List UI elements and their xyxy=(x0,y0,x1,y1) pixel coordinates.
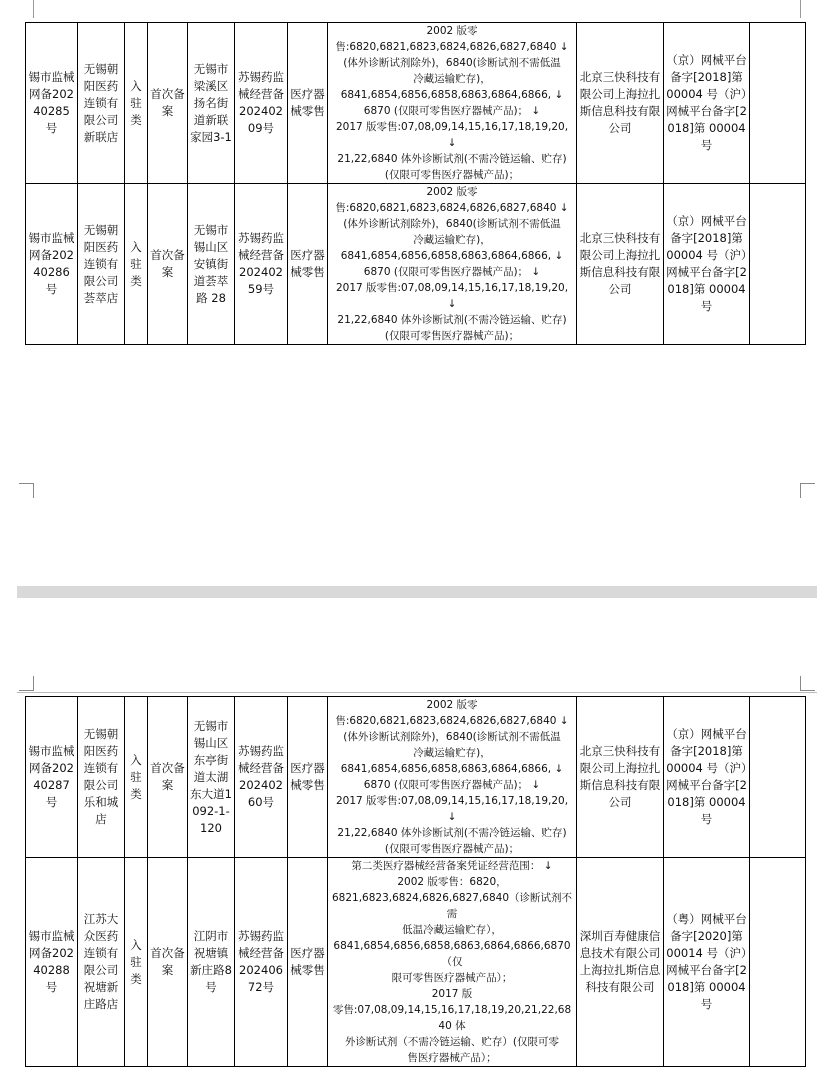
address: 无锡市锡山区安镇街道荟萃路 28 xyxy=(188,184,235,345)
company-name: 无锡朝阳医药连锁有限公司新联店 xyxy=(78,23,125,184)
platform-filing-number: （京）网械平台备字[2018]第 00004 号（沪）网械平台备字[2018]第 00004 号 xyxy=(664,697,750,858)
filing-type: 首次备案 xyxy=(148,23,188,184)
business-scope xyxy=(328,697,577,858)
scope-line: 第二类医疗器械经营备案凭证经营范围： ↓ xyxy=(351,860,553,872)
business-scope xyxy=(328,858,577,1067)
scope-line: 冷藏运输贮存)， xyxy=(413,747,491,759)
page-margin-line xyxy=(17,692,817,693)
record-table xyxy=(25,22,806,345)
scope-line: 限可零售医疗器械产品）； xyxy=(391,972,513,984)
scope-line: 2017 版 xyxy=(431,988,473,1000)
page-corner-mark xyxy=(33,0,34,18)
category: 入驻类 xyxy=(125,184,148,345)
license-number: 苏锡药监械经营备20240259号 xyxy=(235,184,288,345)
scope-line: 2017 版零售:07,08,09,14,15,16,17,18,19,20, ↓ xyxy=(335,795,569,823)
filing-number: 锡市监械网备20240285号 xyxy=(26,23,78,184)
scope-line: 6870 (仅限可零售医疗器械产品)； ↓ xyxy=(363,105,541,117)
filing-number: 锡市监械网备20240286号 xyxy=(26,184,78,345)
remarks xyxy=(750,858,806,1067)
record-table xyxy=(25,696,806,1067)
address: 无锡市锡山区东亭街道太湖东大道1092-1-120 xyxy=(188,697,235,858)
scope-line: 6841,6854,6856,6858,6863,6864,6866,6870（仅 xyxy=(333,940,571,968)
company-name: 无锡朝阳医药连锁有限公司荟萃店 xyxy=(78,184,125,345)
page-separator xyxy=(17,586,817,598)
page-corner-mark xyxy=(19,676,34,691)
scope-line: (仅限可零售医疗器械产品)； xyxy=(384,330,520,342)
scope-line: 2002 版零售：6820， xyxy=(397,876,507,888)
scope-line: 21,22,6840 体外诊断试剂(不需冷链运输、贮存) xyxy=(337,314,567,326)
platform-company: 深圳百寿健康信息技术有限公司上海拉扎斯信息科技有限公司 xyxy=(577,858,664,1067)
filing-number: 锡市监械网备20240288号 xyxy=(26,858,78,1067)
table-row xyxy=(26,697,806,858)
category: 入驻类 xyxy=(125,858,148,1067)
license-number: 苏锡药监械经营备20240260号 xyxy=(235,697,288,858)
address: 无锡市梁溪区扬名街道新联家园3-1 xyxy=(188,23,235,184)
scope-line: (仅限可零售医疗器械产品)； xyxy=(384,843,520,855)
scope-line: 2002 版零 xyxy=(426,699,478,711)
company-name: 无锡朝阳医药连锁有限公司乐和城店 xyxy=(78,697,125,858)
scope-line: 6870 (仅限可零售医疗器械产品)； ↓ xyxy=(363,266,541,278)
table-row xyxy=(26,858,806,1067)
scope-line: (仅限可零售医疗器械产品)； xyxy=(384,169,520,181)
company-name: 江苏大众医药连锁有限公司祝塘新庄路店 xyxy=(78,858,125,1067)
business-mode: 医疗器械零售 xyxy=(288,858,328,1067)
platform-company: 北京三快科技有限公司上海拉扎斯信息科技有限公司 xyxy=(577,23,664,184)
license-number: 苏锡药监械经营备20240672号 xyxy=(235,858,288,1067)
scope-line: 2002 版零 xyxy=(426,25,478,37)
business-mode: 医疗器械零售 xyxy=(288,184,328,345)
scope-line: 6821,6823,6824,6826,6827,6840（诊断试剂不需 xyxy=(331,892,573,920)
remarks xyxy=(750,697,806,858)
scope-line: 6841,6854,6856,6858,6863,6864,6866, ↓ xyxy=(340,763,564,775)
scope-line: 21,22,6840 体外诊断试剂(不需冷链运输、贮存) xyxy=(337,827,567,839)
scope-line: 售:6820,6821,6823,6824,6826,6827,6840 ↓ xyxy=(335,41,569,53)
scope-line: 6841,6854,6856,6858,6863,6864,6866, ↓ xyxy=(340,250,564,262)
page-corner-mark xyxy=(800,483,815,498)
scope-line: 6870 (仅限可零售医疗器械产品)； ↓ xyxy=(363,779,541,791)
filing-type: 首次备案 xyxy=(148,858,188,1067)
platform-company: 北京三快科技有限公司上海拉扎斯信息科技有限公司 xyxy=(577,184,664,345)
scope-line: (体外诊断试剂除外)，6840(诊断试剂不需低温 xyxy=(343,731,561,743)
remarks xyxy=(750,184,806,345)
business-scope xyxy=(328,23,577,184)
scope-line: (体外诊断试剂除外)，6840(诊断试剂不需低温 xyxy=(343,57,561,69)
scope-line: 低温冷藏运输贮存）， xyxy=(402,924,502,936)
page-corner-mark xyxy=(19,483,34,498)
business-scope xyxy=(328,184,577,345)
filing-number: 锡市监械网备20240287号 xyxy=(26,697,78,858)
scope-line: 售:6820,6821,6823,6824,6826,6827,6840 ↓ xyxy=(335,715,569,727)
platform-company: 北京三快科技有限公司上海拉扎斯信息科技有限公司 xyxy=(577,697,664,858)
remarks xyxy=(750,23,806,184)
category: 入驻类 xyxy=(125,697,148,858)
filing-type: 首次备案 xyxy=(148,184,188,345)
scope-line: 外诊断试剂（不需冷链运输、贮存）(仅限可零 xyxy=(344,1036,560,1048)
platform-filing-number: （京）网械平台备字[2018]第 00004 号（沪）网械平台备字[2018]第 00004 号 xyxy=(664,23,750,184)
scope-line: 冷藏运输贮存)， xyxy=(413,234,491,246)
scope-line: 6841,6854,6856,6858,6863,6864,6866, ↓ xyxy=(340,89,564,101)
category: 入驻类 xyxy=(125,23,148,184)
page-corner-mark xyxy=(800,0,801,18)
address: 江阴市祝塘镇新庄路8号 xyxy=(188,858,235,1067)
page-corner-mark xyxy=(800,676,815,691)
scope-line: 2002 版零 xyxy=(426,186,478,198)
filing-type: 首次备案 xyxy=(148,697,188,858)
scope-line: 21,22,6840 体外诊断试剂(不需冷链运输、贮存) xyxy=(337,153,567,165)
table-row xyxy=(26,23,806,184)
scope-line: 2017 版零售:07,08,09,14,15,16,17,18,19,20, ↓ xyxy=(335,121,569,149)
table-row xyxy=(26,184,806,345)
platform-filing-number: （京）网械平台备字[2018]第 00004 号（沪）网械平台备字[2018]第 00004 号 xyxy=(664,184,750,345)
scope-line: 零售:07,08,09,14,15,16,17,18,19,20,21,22,6840 体 xyxy=(332,1004,572,1032)
scope-line: 2017 版零售:07,08,09,14,15,16,17,18,19,20, ↓ xyxy=(335,282,569,310)
scope-line: (体外诊断试剂除外)，6840(诊断试剂不需低温 xyxy=(343,218,561,230)
platform-filing-number: （粤）网械平台备字[2020]第 00014 号（沪）网械平台备字[2018]第 00004 号 xyxy=(664,858,750,1067)
license-number: 苏锡药监械经营备20240209号 xyxy=(235,23,288,184)
scope-line: 冷藏运输贮存)， xyxy=(413,73,491,85)
scope-line: 售:6820,6821,6823,6824,6826,6827,6840 ↓ xyxy=(335,202,569,214)
scope-line: 售医疗器械产品）； xyxy=(407,1052,497,1064)
business-mode: 医疗器械零售 xyxy=(288,23,328,184)
business-mode: 医疗器械零售 xyxy=(288,697,328,858)
